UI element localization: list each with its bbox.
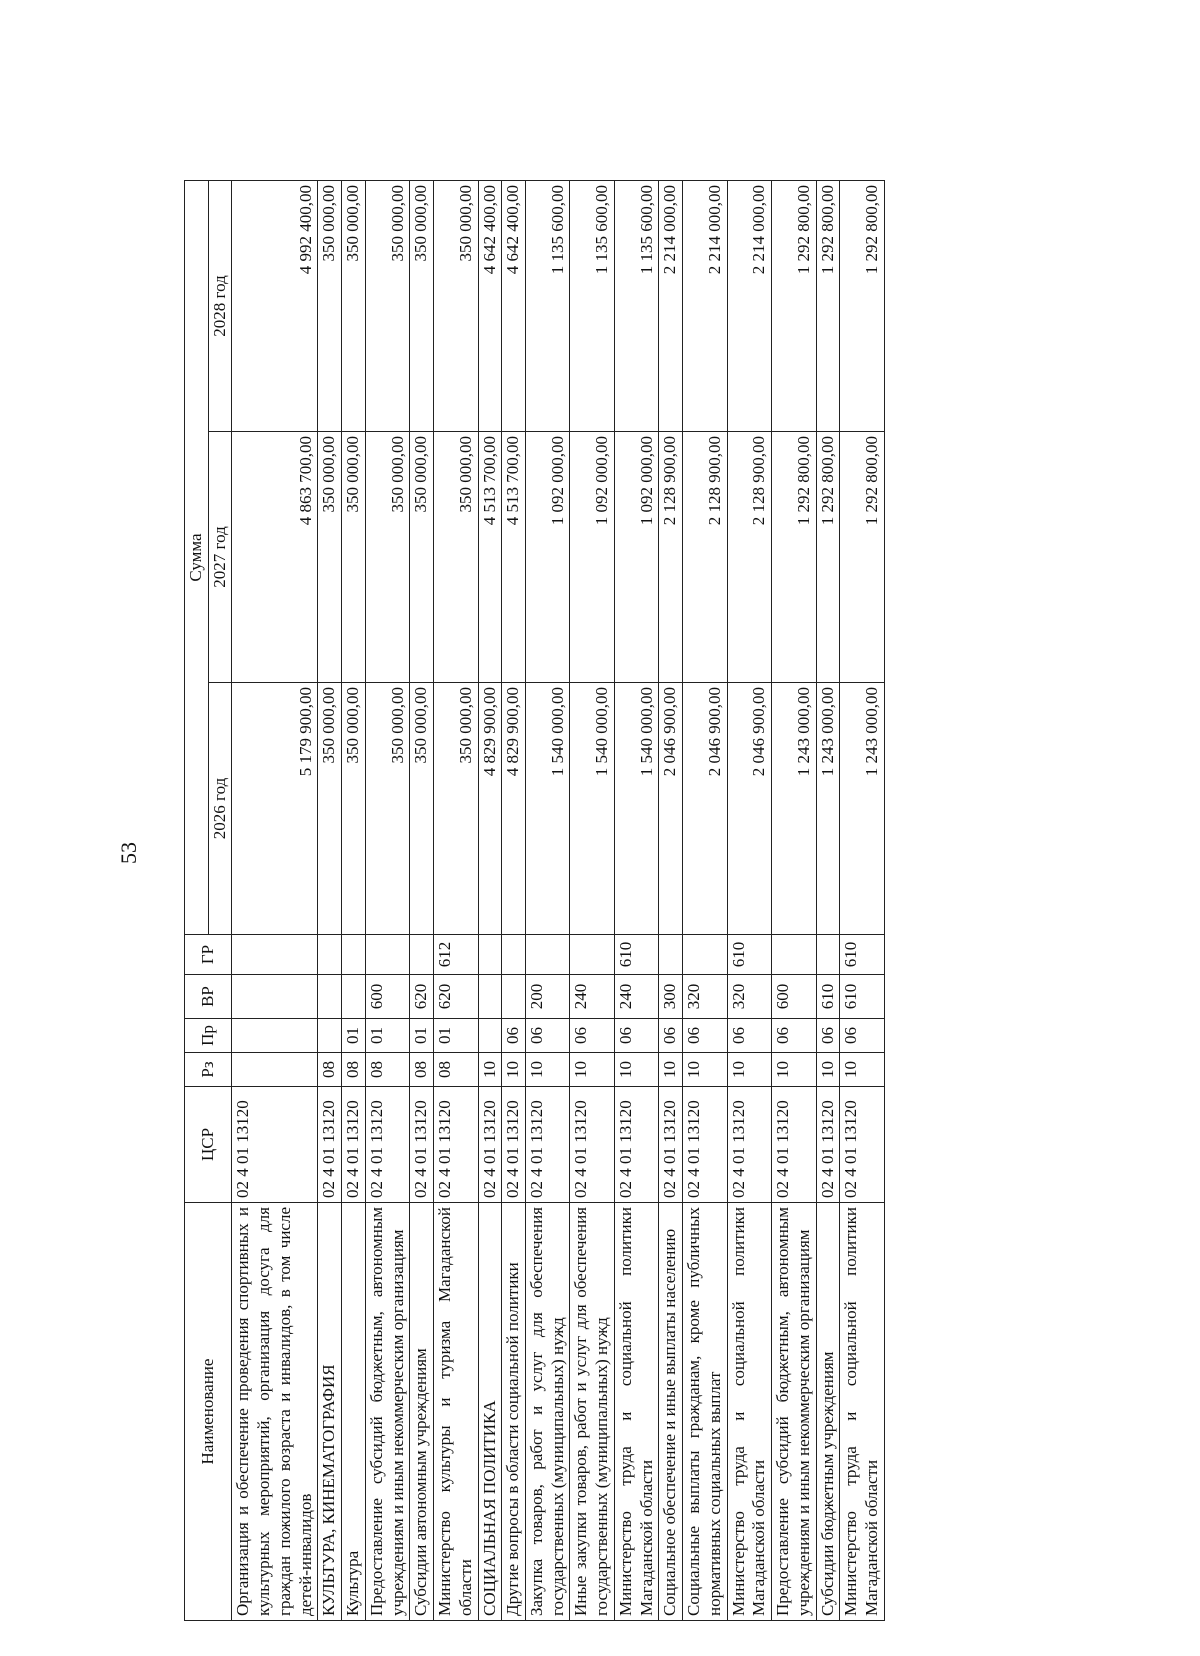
row-gr (342, 935, 366, 975)
row-2028: 2 214 000,00 (683, 181, 727, 432)
row-name: КУЛЬТУРА, КИНЕМАТОГРАФИЯ (318, 1203, 342, 1621)
row-2026: 350 000,00 (342, 683, 366, 935)
row-2028: 2 214 000,00 (727, 181, 771, 432)
row-rz: 10 (526, 1053, 570, 1087)
row-pr: 06 (659, 1019, 683, 1053)
row-name: Предоставление субсидий бюджетным, автономным учреждениям и иным некоммерческим организациям (365, 1203, 409, 1621)
row-gr (318, 935, 342, 975)
row-name: Предоставление субсидий бюджетным, автономным учреждениям и иным некоммерческим организациям (772, 1203, 816, 1621)
row-2028: 1 292 800,00 (816, 181, 840, 432)
row-rz: 10 (772, 1053, 816, 1087)
row-2026: 5 179 900,00 (232, 683, 318, 935)
row-name: Социальное обеспечение и иные выплаты населению (659, 1203, 683, 1621)
row-pr: 01 (434, 1019, 478, 1053)
row-gr (365, 935, 409, 975)
header-2027: 2027 год (208, 432, 232, 683)
row-gr (683, 935, 727, 975)
row-2027: 2 128 900,00 (659, 432, 683, 683)
row-2028: 4 642 400,00 (502, 181, 526, 432)
table-row (365, 181, 409, 1621)
row-2026: 350 000,00 (410, 683, 434, 935)
row-pr: 06 (816, 1019, 840, 1053)
row-csr: 02 4 01 13120 (434, 1087, 478, 1203)
row-csr: 02 4 01 13120 (727, 1087, 771, 1203)
row-rz: 10 (659, 1053, 683, 1087)
row-pr: 06 (727, 1019, 771, 1053)
table-row (772, 181, 816, 1621)
header-2028: 2028 год (208, 181, 232, 432)
row-rz: 10 (478, 1053, 502, 1087)
row-rz: 08 (342, 1053, 366, 1087)
row-vr: 610 (840, 975, 884, 1019)
rotated-table-wrapper (184, 181, 1025, 1621)
row-rz: 10 (683, 1053, 727, 1087)
row-vr (502, 975, 526, 1019)
header-pr: Пр (185, 1019, 232, 1053)
row-2026: 350 000,00 (434, 683, 478, 935)
row-rz (232, 1053, 318, 1087)
row-2028: 350 000,00 (434, 181, 478, 432)
row-pr: 01 (342, 1019, 366, 1053)
row-csr: 02 4 01 13120 (342, 1087, 366, 1203)
row-vr: 300 (659, 975, 683, 1019)
table-row (840, 181, 884, 1621)
row-gr (410, 935, 434, 975)
table-row (526, 181, 570, 1621)
row-gr (816, 935, 840, 975)
table-row (570, 181, 614, 1621)
row-vr: 240 (614, 975, 658, 1019)
row-2027: 1 092 000,00 (614, 432, 658, 683)
row-2027: 1 292 800,00 (816, 432, 840, 683)
row-name: Иные закупки товаров, работ и услуг для обеспечения государственных (муниципальных) нужд (570, 1203, 614, 1621)
row-2026: 4 829 900,00 (502, 683, 526, 935)
row-name: Социальные выплаты гражданам, кроме публичных нормативных социальных выплат (683, 1203, 727, 1621)
row-csr: 02 4 01 13120 (526, 1087, 570, 1203)
table-row (727, 181, 771, 1621)
budget-table (184, 180, 885, 1621)
row-2026: 350 000,00 (318, 683, 342, 935)
row-2028: 1 292 800,00 (840, 181, 884, 432)
row-csr: 02 4 01 13120 (365, 1087, 409, 1203)
header-rz: Рз (185, 1053, 232, 1087)
row-2027: 4 513 700,00 (502, 432, 526, 683)
row-gr (659, 935, 683, 975)
row-2028: 350 000,00 (342, 181, 366, 432)
row-2026: 2 046 900,00 (659, 683, 683, 935)
row-2026: 1 540 000,00 (614, 683, 658, 935)
row-gr (502, 935, 526, 975)
row-pr: 01 (365, 1019, 409, 1053)
row-vr (232, 975, 318, 1019)
row-2026: 1 243 000,00 (840, 683, 884, 935)
row-vr: 620 (410, 975, 434, 1019)
row-2026: 1 243 000,00 (772, 683, 816, 935)
row-vr (342, 975, 366, 1019)
row-2027: 350 000,00 (318, 432, 342, 683)
row-2028: 1 135 600,00 (614, 181, 658, 432)
row-vr: 600 (365, 975, 409, 1019)
row-csr: 02 4 01 13120 (570, 1087, 614, 1203)
header-csr: ЦСР (185, 1087, 232, 1203)
header-vr: ВР (185, 975, 232, 1019)
row-pr: 06 (683, 1019, 727, 1053)
row-pr: 01 (410, 1019, 434, 1053)
row-2027: 350 000,00 (342, 432, 366, 683)
row-csr: 02 4 01 13120 (410, 1087, 434, 1203)
row-name: Министерство труда и социальной политики Магаданской области (727, 1203, 771, 1621)
row-rz: 08 (318, 1053, 342, 1087)
table-row (410, 181, 434, 1621)
row-2028: 4 992 400,00 (232, 181, 318, 432)
row-csr: 02 4 01 13120 (840, 1087, 884, 1203)
row-rz: 08 (365, 1053, 409, 1087)
row-csr: 02 4 01 13120 (318, 1087, 342, 1203)
row-name: Министерство труда и социальной политики Магаданской области (840, 1203, 884, 1621)
row-gr: 612 (434, 935, 478, 975)
row-pr: 06 (526, 1019, 570, 1053)
row-gr (772, 935, 816, 975)
row-csr: 02 4 01 13120 (478, 1087, 502, 1203)
row-2026: 350 000,00 (365, 683, 409, 935)
row-2027: 1 092 000,00 (570, 432, 614, 683)
row-2026: 1 540 000,00 (526, 683, 570, 935)
row-2028: 1 292 800,00 (772, 181, 816, 432)
row-2028: 350 000,00 (410, 181, 434, 432)
row-vr: 620 (434, 975, 478, 1019)
row-vr: 320 (683, 975, 727, 1019)
row-gr: 610 (840, 935, 884, 975)
row-name: Культура (342, 1203, 366, 1621)
table-row (318, 181, 342, 1621)
row-2028: 1 135 600,00 (526, 181, 570, 432)
row-gr (478, 935, 502, 975)
row-2027: 4 863 700,00 (232, 432, 318, 683)
row-rz: 10 (816, 1053, 840, 1087)
row-rz: 10 (502, 1053, 526, 1087)
row-csr: 02 4 01 13120 (614, 1087, 658, 1203)
row-vr: 610 (816, 975, 840, 1019)
row-rz: 08 (434, 1053, 478, 1087)
table-row (478, 181, 502, 1621)
row-vr (318, 975, 342, 1019)
header-2026: 2026 год (208, 683, 232, 935)
row-pr: 06 (614, 1019, 658, 1053)
row-2027: 2 128 900,00 (727, 432, 771, 683)
row-rz: 10 (727, 1053, 771, 1087)
table-row (342, 181, 366, 1621)
row-pr: 06 (502, 1019, 526, 1053)
row-name: Министерство культуры и туризма Магаданской области (434, 1203, 478, 1621)
row-vr: 320 (727, 975, 771, 1019)
row-2027: 1 292 800,00 (840, 432, 884, 683)
table-row (434, 181, 478, 1621)
row-csr: 02 4 01 13120 (502, 1087, 526, 1203)
row-2026: 1 243 000,00 (816, 683, 840, 935)
page-number: 53 (116, 842, 141, 864)
table-row (502, 181, 526, 1621)
row-gr: 610 (727, 935, 771, 975)
row-pr (232, 1019, 318, 1053)
row-2027: 350 000,00 (434, 432, 478, 683)
row-gr (526, 935, 570, 975)
row-csr: 02 4 01 13120 (232, 1087, 318, 1203)
row-gr: 610 (614, 935, 658, 975)
row-rz: 10 (570, 1053, 614, 1087)
row-2026: 1 540 000,00 (570, 683, 614, 935)
row-2027: 350 000,00 (410, 432, 434, 683)
row-2026: 2 046 900,00 (683, 683, 727, 935)
row-2027: 350 000,00 (365, 432, 409, 683)
table-row (683, 181, 727, 1621)
row-rz: 10 (840, 1053, 884, 1087)
row-rz: 10 (614, 1053, 658, 1087)
row-2026: 2 046 900,00 (727, 683, 771, 935)
row-2028: 350 000,00 (318, 181, 342, 432)
row-rz: 08 (410, 1053, 434, 1087)
row-gr (232, 935, 318, 975)
table-row (232, 181, 318, 1621)
table-row (614, 181, 658, 1621)
row-2028: 1 135 600,00 (570, 181, 614, 432)
row-vr: 600 (772, 975, 816, 1019)
row-vr (478, 975, 502, 1019)
row-name: Министерство труда и социальной политики Магаданской области (614, 1203, 658, 1621)
table-row (816, 181, 840, 1621)
row-2028: 350 000,00 (365, 181, 409, 432)
row-name: Другие вопросы в области социальной политики (502, 1203, 526, 1621)
row-pr: 06 (772, 1019, 816, 1053)
row-name: СОЦИАЛЬНАЯ ПОЛИТИКА (478, 1203, 502, 1621)
row-csr: 02 4 01 13120 (816, 1087, 840, 1203)
row-gr (570, 935, 614, 975)
row-2028: 4 642 400,00 (478, 181, 502, 432)
header-sum: Сумма (185, 181, 209, 935)
row-csr: 02 4 01 13120 (772, 1087, 816, 1203)
row-2026: 4 829 900,00 (478, 683, 502, 935)
row-csr: 02 4 01 13120 (659, 1087, 683, 1203)
row-vr: 200 (526, 975, 570, 1019)
row-name: Субсидии бюджетным учреждениям (816, 1203, 840, 1621)
row-pr: 06 (840, 1019, 884, 1053)
row-2028: 2 214 000,00 (659, 181, 683, 432)
header-gr: ГР (185, 935, 232, 975)
table-row (659, 181, 683, 1621)
row-pr (478, 1019, 502, 1053)
row-name: Субсидии автономным учреждениям (410, 1203, 434, 1621)
row-vr: 240 (570, 975, 614, 1019)
row-csr: 02 4 01 13120 (683, 1087, 727, 1203)
row-2027: 2 128 900,00 (683, 432, 727, 683)
header-name: Наименование (185, 1203, 232, 1621)
row-2027: 1 292 800,00 (772, 432, 816, 683)
row-2027: 1 092 000,00 (526, 432, 570, 683)
row-name: Организация и обеспечение проведения спортивных и культурных мероприятий, организация досуга для граждан пожилого возраста и инвалидов, в том числе детей-инвалидов (232, 1203, 318, 1621)
row-2027: 4 513 700,00 (478, 432, 502, 683)
row-pr (318, 1019, 342, 1053)
row-name: Закупка товаров, работ и услуг для обеспечения государственных (муниципальных) нужд (526, 1203, 570, 1621)
row-pr: 06 (570, 1019, 614, 1053)
